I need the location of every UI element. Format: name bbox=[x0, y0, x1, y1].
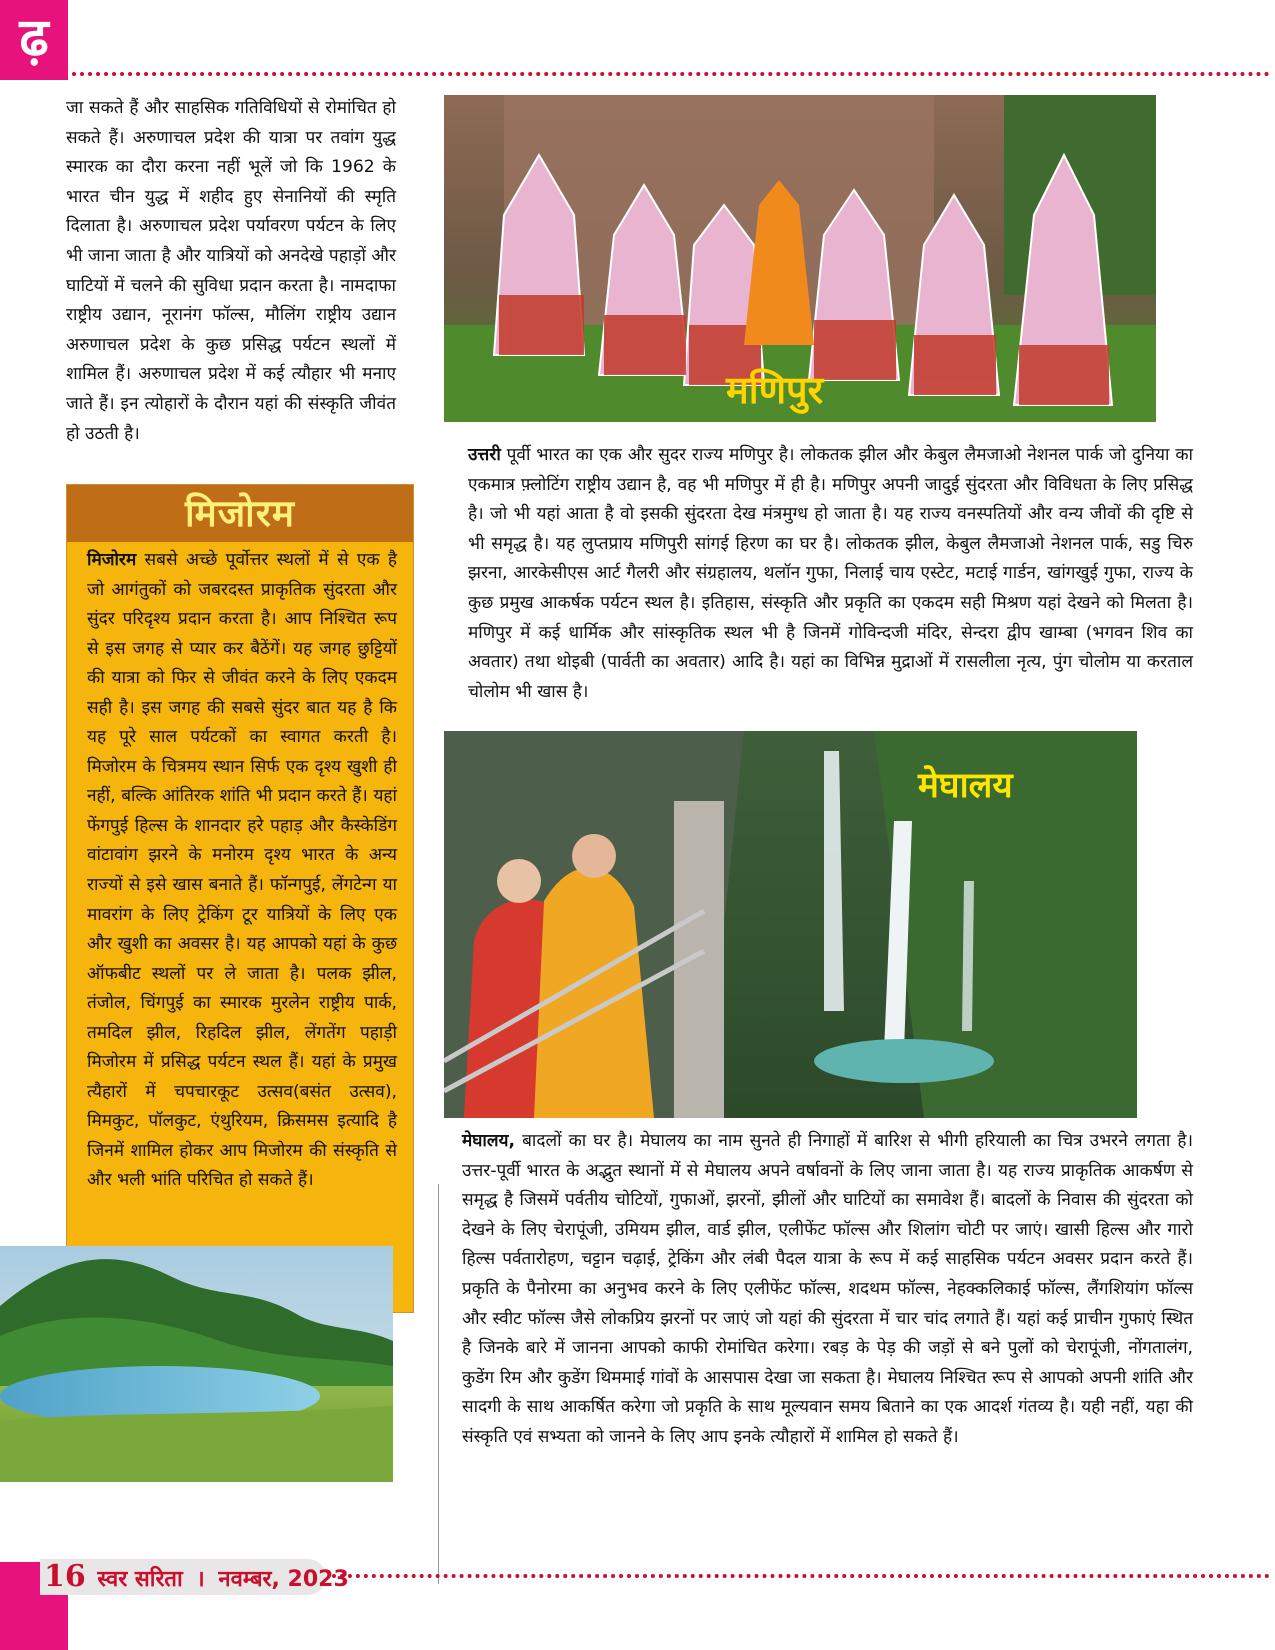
mizoram-lake-photo bbox=[0, 1246, 393, 1482]
meghalaya-lead: मेघालय, bbox=[462, 1131, 516, 1151]
mizoram-body: सबसे अच्छे पूर्वोत्तर स्थलों में से एक है जो आगंतुकों को जबरदस्त प्राकृतिक सुंदरता और सुंदर परिदृश्य प्रदान करता है। आप निश्चित रूप से इस जगह से प्यार कर बैठेंगें। यह जगह छुट्टियों की यात्रा को फिर से जीवंत करने के लिए एकदम सही है। इस जगह की सबसे सुंदर बात यह है कि यह पूरे साल पर्यटकों का स्वागत करती है। मिजोरम के चित्रमय स्थान सिर्फ एक दृश्य खुशी ही नहीं, बल्कि आंतिरक शांति भी प्रदान करते हैं। यहां फेंगपुई हिल्स के शानदार हरे पहाड़ और कैस्केडिंग वांटावांग झरने के मनोरम दृश्य भारत के अन्य राज्यों से इसे खास बनाते हैं। फॉन्गपुई, लेंगटेन्ग या मावरांग के लिए ट्रेकिंग टूर यात्रियों के लिए एक और खुशी का अवसर है। यह आपको यहां के कुछ ऑफबीट स्थलों पर ले जाता है। पलक झील, तंजोल, चिंगपुई का स्मारक मुरलेन राष्ट्रीय पार्क, तमदिल झील, रिहदिल झील, लेंगतेंग पहाड़ी मिजोरम में प्रसिद्ध पर्यटन स्थल हैं। यहां के प्रमुख त्यैहारों में चपचारकूट उत्सव(बसंत उत्सव), मिमकुट, पॉलकुट, एंथुरियम, क्रिसमस इत्यादि है जिनमें शामिल होकर आप मिजोरम की संस्कृति से और भली भांति परिचित हो सकते हैं। bbox=[87, 550, 397, 1191]
meghalaya-waterfall-photo bbox=[444, 731, 1137, 1118]
arunachal-continued-text: जा सकते हैं और साहसिक गतिविधियों से रोमांचित हो सकते हैं। अरुणाचल प्रदेश की यात्रा पर तवांग युद्ध स्मारक का दौरा करना नहीं भूलें जो कि 1962 के भारत चीन युद्ध में शहीद हुए सेनानियों की स्मृति दिलाता है। अरुणाचल प्रदेश पर्यावरण पर्यटन के लिए भी जाना जाता है और यात्रियों को अनदेखे पहाड़ों और घाटियों में चलने की सुविधा प्रदान करता है। नामदाफा राष्ट्रीय उद्यान, नूरानंग फॉल्स, मौलिंग राष्ट्रीय उद्यान अरुणाचल प्रदेश के कुछ प्रसिद्ध पर्यटन स्थलों में शामिल हैं। अरुणाचल प्रदेश में कई त्यौहार भी मनाए जाते हैं। इन त्योहारों के दौरान यहां की संस्कृति जीवंत हो उठती है। bbox=[66, 98, 396, 444]
footer-dotted-rule bbox=[332, 1574, 1270, 1578]
magazine-logo-glyph: ढ़ bbox=[19, 7, 49, 68]
manipur-lead: उत्तरी bbox=[468, 445, 501, 465]
header-dotted-rule bbox=[72, 72, 1270, 76]
issue-date: नवम्बर, 2023 bbox=[218, 1567, 349, 1592]
manipur-dance-photo bbox=[444, 95, 1156, 422]
mizoram-heading: मिजोरम bbox=[67, 485, 413, 542]
meghalaya-text bbox=[462, 1127, 1193, 1453]
page-footer bbox=[44, 1559, 349, 1595]
manipur-text bbox=[468, 441, 1193, 707]
mizoram-text bbox=[87, 546, 397, 1196]
magazine-name: स्वर सरिता bbox=[97, 1567, 183, 1592]
footer-separator: । bbox=[196, 1567, 205, 1592]
mizoram-lead: मिजोरम bbox=[87, 550, 137, 570]
meghalaya-photo-caption: मेघालय bbox=[918, 765, 1013, 806]
manipur-photo-caption: मणिपुर bbox=[726, 367, 824, 412]
manipur-body: पूर्वी भारत का एक और सुदर राज्य मणिपुर है। लोकतक झील और केबुल लैमजाओ नेशनल पार्क जो दुनिया का एकमात्र फ़्लोटिंग राष्ट्रीय उद्यान है, वह भी मणिपुर में ही है। मणिपुर अपनी जादुई सुंदरता और विविधता के लिए प्रसिद्ध है। जो भी यहां आता है वो इसकी सुंदरता देख मंत्रमुग्ध हो जाता है। यह राज्य वनस्पतियों और वन्य जीवों की दृष्टि से भी समृद्ध है। यह लुप्तप्राय मणिपुरी सांगई हिरण का घर है। लोकतक झील, केबुल लैमजाओ नेशनल पार्क, सडु चिरु झरना, आरकेसीएस आर्ट गैलरी और संग्रहालय, थलॉन गुफा, निलाई चाय एस्टेट, मटाई गार्डन, खांगखुई गुफा, राज्य के कुछ प्रमुख आकर्षक पर्यटन स्थल है। इतिहास, संस्कृति और प्रकृति का एकदम सही मिश्रण यहां देखने को मिलता है। मणिपुर में कई धार्मिक और सांस्कृतिक स्थल भी है जिनमें गोविन्दजी मंदिर, सेन्दरा द्वीप खाम्बा (भगवन शिव का अवतार) तथा थोइबी (पार्वती का अवतार) आदि है। यहां का विभिन्न मुद्राओं में रासलीला नृत्य, पुंग चोलोम या करताल चोलोम भी खास है। bbox=[468, 445, 1193, 702]
page-number: 16 bbox=[44, 1559, 86, 1594]
mizoram-box bbox=[66, 484, 414, 1313]
column-divider bbox=[438, 1184, 439, 1584]
meghalaya-body: बादलों का घर है। मेघालय का नाम सुनते ही निगाहों में बारिश से भीगी हरियाली का चित्र उभरने लगता है। उत्तर-पूर्वी भारत के अद्भुत स्थानों में से मेघालय अपने वर्षावनों के लिए जाना जाता है। यह राज्य प्राकृतिक आकर्षण से समृद्ध है जिसमें पर्वतीय चोटियों, गुफाओं, झरनों, झीलों और घाटियों का समावेश हैं। बादलों के निवास की सुंदरता को देखने के लिए चेरापूंजी, उमियम झील, वार्ड झील, एलीफेंट फॉल्स और शिलांग चोटी पर जाएं। खासी हिल्स और गारो हिल्स पर्वतारोहण, चट्टान चढ़ाई, ट्रेकिंग और लंबी पैदल यात्रा के रूप में कई साहसिक पर्यटन अवसर प्रदान करते हैं। प्रकृति के पैनोरमा का अनुभव करने के लिए एलीफेंट फॉल्स, शदथम फॉल्स, नेहक्कलिकाई फॉल्स, लैंगशियांग फॉल्स और स्वीट फॉल्स जैसे लोकप्रिय झरनों पर जाएं जो यहां की सुंदरता में चार चांद लगाते हैं। यहां कई प्राचीन गुफाएं स्थित है जिनके बारे में जानना आपको काफी रोमांचित करेगा। रबड़ के पेड़ की जड़ों से बने पुलों को चेरापूंजी, नोंगतालंग, कुडेंग रिम और कुडेंग थिममाई गांवों के आसपास देखा जा सकता है। मेघालय निश्चित रूप से आपको अपनी शांति और सादगी के साथ आकर्षित करेगा जो प्रकृति के साथ मूल्यवान समय बिताने का एक आदर्श गंतव्य है। यही नहीं, यहा की संस्कृति एवं सभ्यता को जानने के लिए आप इनके त्यौहारों में शामिल हो सकते हैं। bbox=[462, 1131, 1193, 1447]
magazine-logo-badge bbox=[0, 0, 68, 80]
